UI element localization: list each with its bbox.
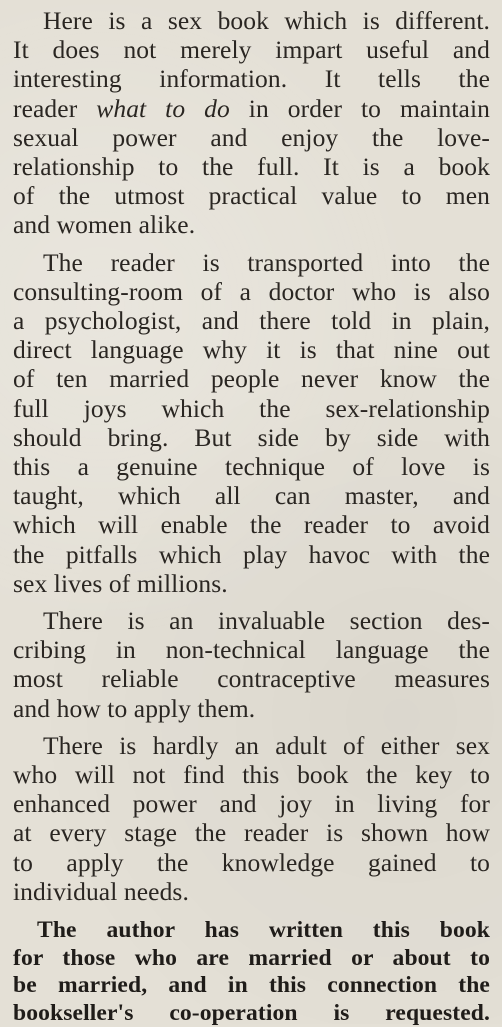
text-line: of the utmost practical value to men [13, 181, 490, 211]
text-line: consulting-room of a doctor who is also [13, 276, 490, 306]
bookseller-note [13, 917, 490, 1027]
text-line: individual needs. [13, 876, 189, 906]
text-line: this a genuine technique of love is [13, 452, 490, 482]
text-line: most reliable contraceptive measures [13, 664, 490, 694]
note-line: be married, and in this connection the [13, 972, 490, 999]
text-line: The reader is transported into the [43, 247, 490, 277]
text-line: which will enable the reader to avoid [13, 510, 490, 540]
text-line: who will not find this book the key to [13, 760, 490, 790]
text-fragment: in order to maintain [229, 93, 490, 123]
text-line: interesting information. It tells the [13, 64, 490, 94]
text-line: cribing in non-technical language the [13, 635, 490, 665]
text-line: taught, which all can master, and [13, 481, 490, 511]
blurb-paragraph-3 [13, 606, 490, 723]
text-line: should bring. But side by side with [13, 422, 490, 452]
text-line: of ten married people never know the [13, 364, 490, 394]
blurb-paragraph-4 [13, 731, 490, 906]
text-line: sexual power and enjoy the love- [13, 122, 490, 152]
note-line: for those who are married or about to [13, 944, 490, 971]
text-line: full joys which the sex-relationship [13, 393, 490, 423]
text-line: to apply the knowledge gained to [13, 847, 490, 877]
blurb-paragraph-2 [13, 248, 490, 598]
text-line: the pitfalls which play havoc with the [13, 539, 490, 569]
text-line: Here is a sex book which is different. [43, 6, 490, 35]
blurb-text [13, 6, 490, 1027]
text-line [13, 94, 490, 123]
text-line: enhanced power and joy in living for [13, 789, 490, 819]
text-fragment: reader [13, 93, 97, 123]
text-line: and how to apply them. [13, 693, 256, 723]
note-line: The author has written this book [37, 917, 490, 944]
blurb-paragraph-1 [13, 6, 490, 240]
text-line: and women alike. [13, 210, 196, 240]
text-line: a psychologist, and there told in plain, [13, 306, 490, 336]
text-line: There is an invaluable section des- [43, 606, 490, 636]
text-line: sex lives of millions. [13, 568, 228, 598]
text-line: relationship to the full. It is a book [13, 152, 490, 182]
note-line: bookseller's co-operation is requested. [13, 999, 490, 1026]
text-line: at every stage the reader is shown how [13, 818, 490, 848]
text-line: There is hardly an adult of either sex [43, 730, 490, 760]
text-line: direct language why it is that nine out [13, 335, 490, 365]
emphasized-text: what to do [96, 93, 230, 123]
text-line: It does not merely impart useful and [13, 35, 490, 65]
